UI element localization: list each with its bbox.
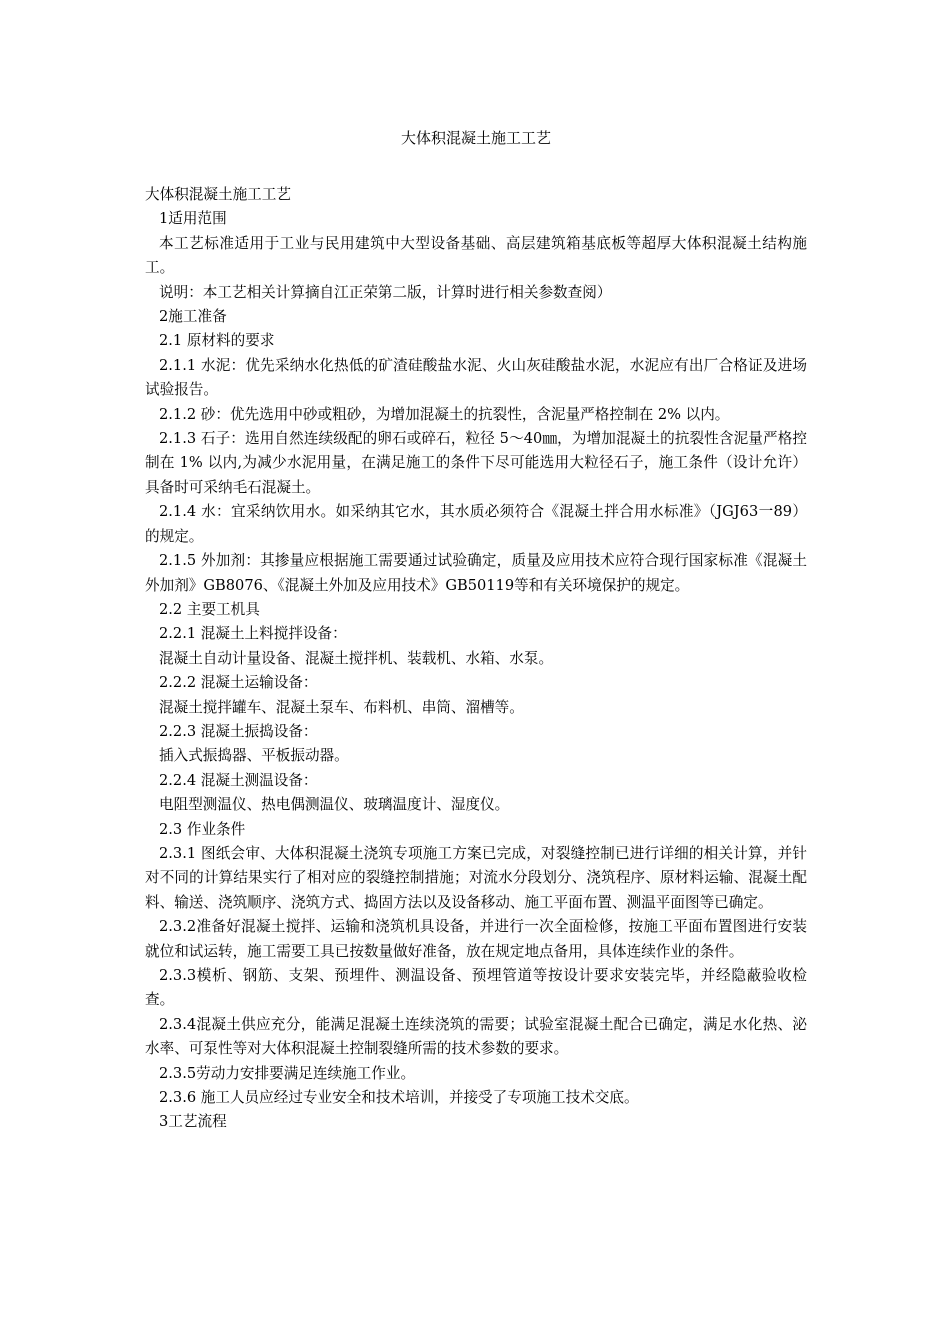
document-page [145, 126, 807, 1135]
paragraph: 说明：本工艺相关计算摘自江正荣第二版，计算时进行相关参数查阅） [159, 283, 612, 301]
paragraph: 2.3 作业条件 [159, 820, 246, 838]
paragraph: 2.2.2 混凝土运输设备： [159, 674, 318, 692]
paragraph: 大体积混凝土施工工艺 [145, 186, 291, 203]
paragraph: 插入式振捣器、平板振动器。 [159, 747, 349, 765]
paragraph: 1适用范围 [159, 210, 227, 228]
document-title: 大体积混凝土施工工艺 [400, 129, 551, 147]
paragraph: 混凝土自动计量设备、混凝土搅拌机、装载机、水箱、水泵。 [159, 649, 554, 667]
paragraph: 2.3.2准备好混凝土搅拌、运输和浇筑机具设备，并进行一次全面检修，按施工平面布置图进行安装就位和试运转，施工需要工具已按数量做好准备，放在规定地点备用，具体连续作业的条件。 [145, 918, 807, 960]
paragraph: 本工艺标准适用于工业与民用建筑中大型设备基础、高层建筑箱基底板等超厚大体积混凝土结构施工。 [145, 234, 807, 277]
paragraph: 2.2.4 混凝土测温设备： [159, 771, 318, 789]
paragraph: 2.2.3 混凝土振捣设备： [159, 722, 318, 740]
paragraph: 2.1.3 石子：选用自然连续级配的卵石或碎石，粒径 5～40㎜，为增加混凝土的抗裂性含泥量严格控制在 1% 以内,为减少水泥用量，在满足施工的条件下尽可能选用大粒径石子，施工条件（设计允许）具备时可采纳毛石混凝土。 [145, 430, 807, 496]
paragraph: 2.1.2 砂：优先选用中砂或粗砂，为增加混凝土的抗裂性，含泥量严格控制在 2% 以内。 [159, 405, 730, 423]
paragraph: 2.1 原材料的要求 [159, 332, 275, 350]
paragraph: 2.2 主要工机具 [159, 600, 260, 618]
document-body [145, 183, 807, 1135]
paragraph: 2.3.5劳动力安排要满足连续施工作业。 [159, 1064, 416, 1082]
paragraph: 混凝土搅拌罐车、混凝土泵车、布料机、串筒、溜槽等。 [159, 698, 524, 716]
paragraph: 2.2.1 混凝土上料搅拌设备： [159, 625, 347, 643]
paragraph: 2.3.6 施工人员应经过专业安全和技术培训，并接受了专项施工技术交底。 [159, 1089, 639, 1107]
paragraph: 电阻型测温仪、热电偶测温仪、玻璃温度计、湿度仪。 [159, 796, 510, 814]
paragraph: 2.1.5 外加剂：其掺量应根据施工需要通过试验确定，质量及应用技术应符合现行国家标准《混凝土外加剂》GB8076、《混凝土外加及应用技术》GB50119等和有关环境保护的规定。 [145, 552, 807, 594]
paragraph: 2.1.1 水泥：优先采纳水化热低的矿渣硅酸盐水泥、火山灰硅酸盐水泥，水泥应有出厂合格证及进场试验报告。 [145, 356, 807, 399]
paragraph: 2.3.3模析、钢筋、支架、预埋件、测温设备、预埋管道等按设计要求安装完毕，并经隐蔽验收检查。 [145, 967, 807, 1009]
paragraph: 2.1.4 水：宜采纳饮用水。如采纳其它水，其水质必须符合《混凝土拌合用水标准》（JGJ63一89）的规定。 [145, 503, 807, 545]
paragraph: 2施工准备 [159, 308, 227, 326]
paragraph: 2.3.1 图纸会审、大体积混凝土浇筑专项施工方案已完成，对裂缝控制已进行详细的相关计算，并针对不同的计算结果实行了相对应的裂缝控制措施；对流水分段划分、浇筑程序、原材料运输、混凝土配料、输送、浇筑顺序、浇筑方式、捣固方法以及设备移动、施工平面布置、测温平面图等已确定。 [145, 844, 807, 911]
paragraph: 3工艺流程 [159, 1113, 227, 1131]
paragraph: 2.3.4混凝土供应充分，能满足混凝土连续浇筑的需要；试验室混凝土配合已确定，满足水化热、泌水率、可泵性等对大体积混凝土控制裂缝所需的技术参数的要求。 [145, 1015, 807, 1058]
